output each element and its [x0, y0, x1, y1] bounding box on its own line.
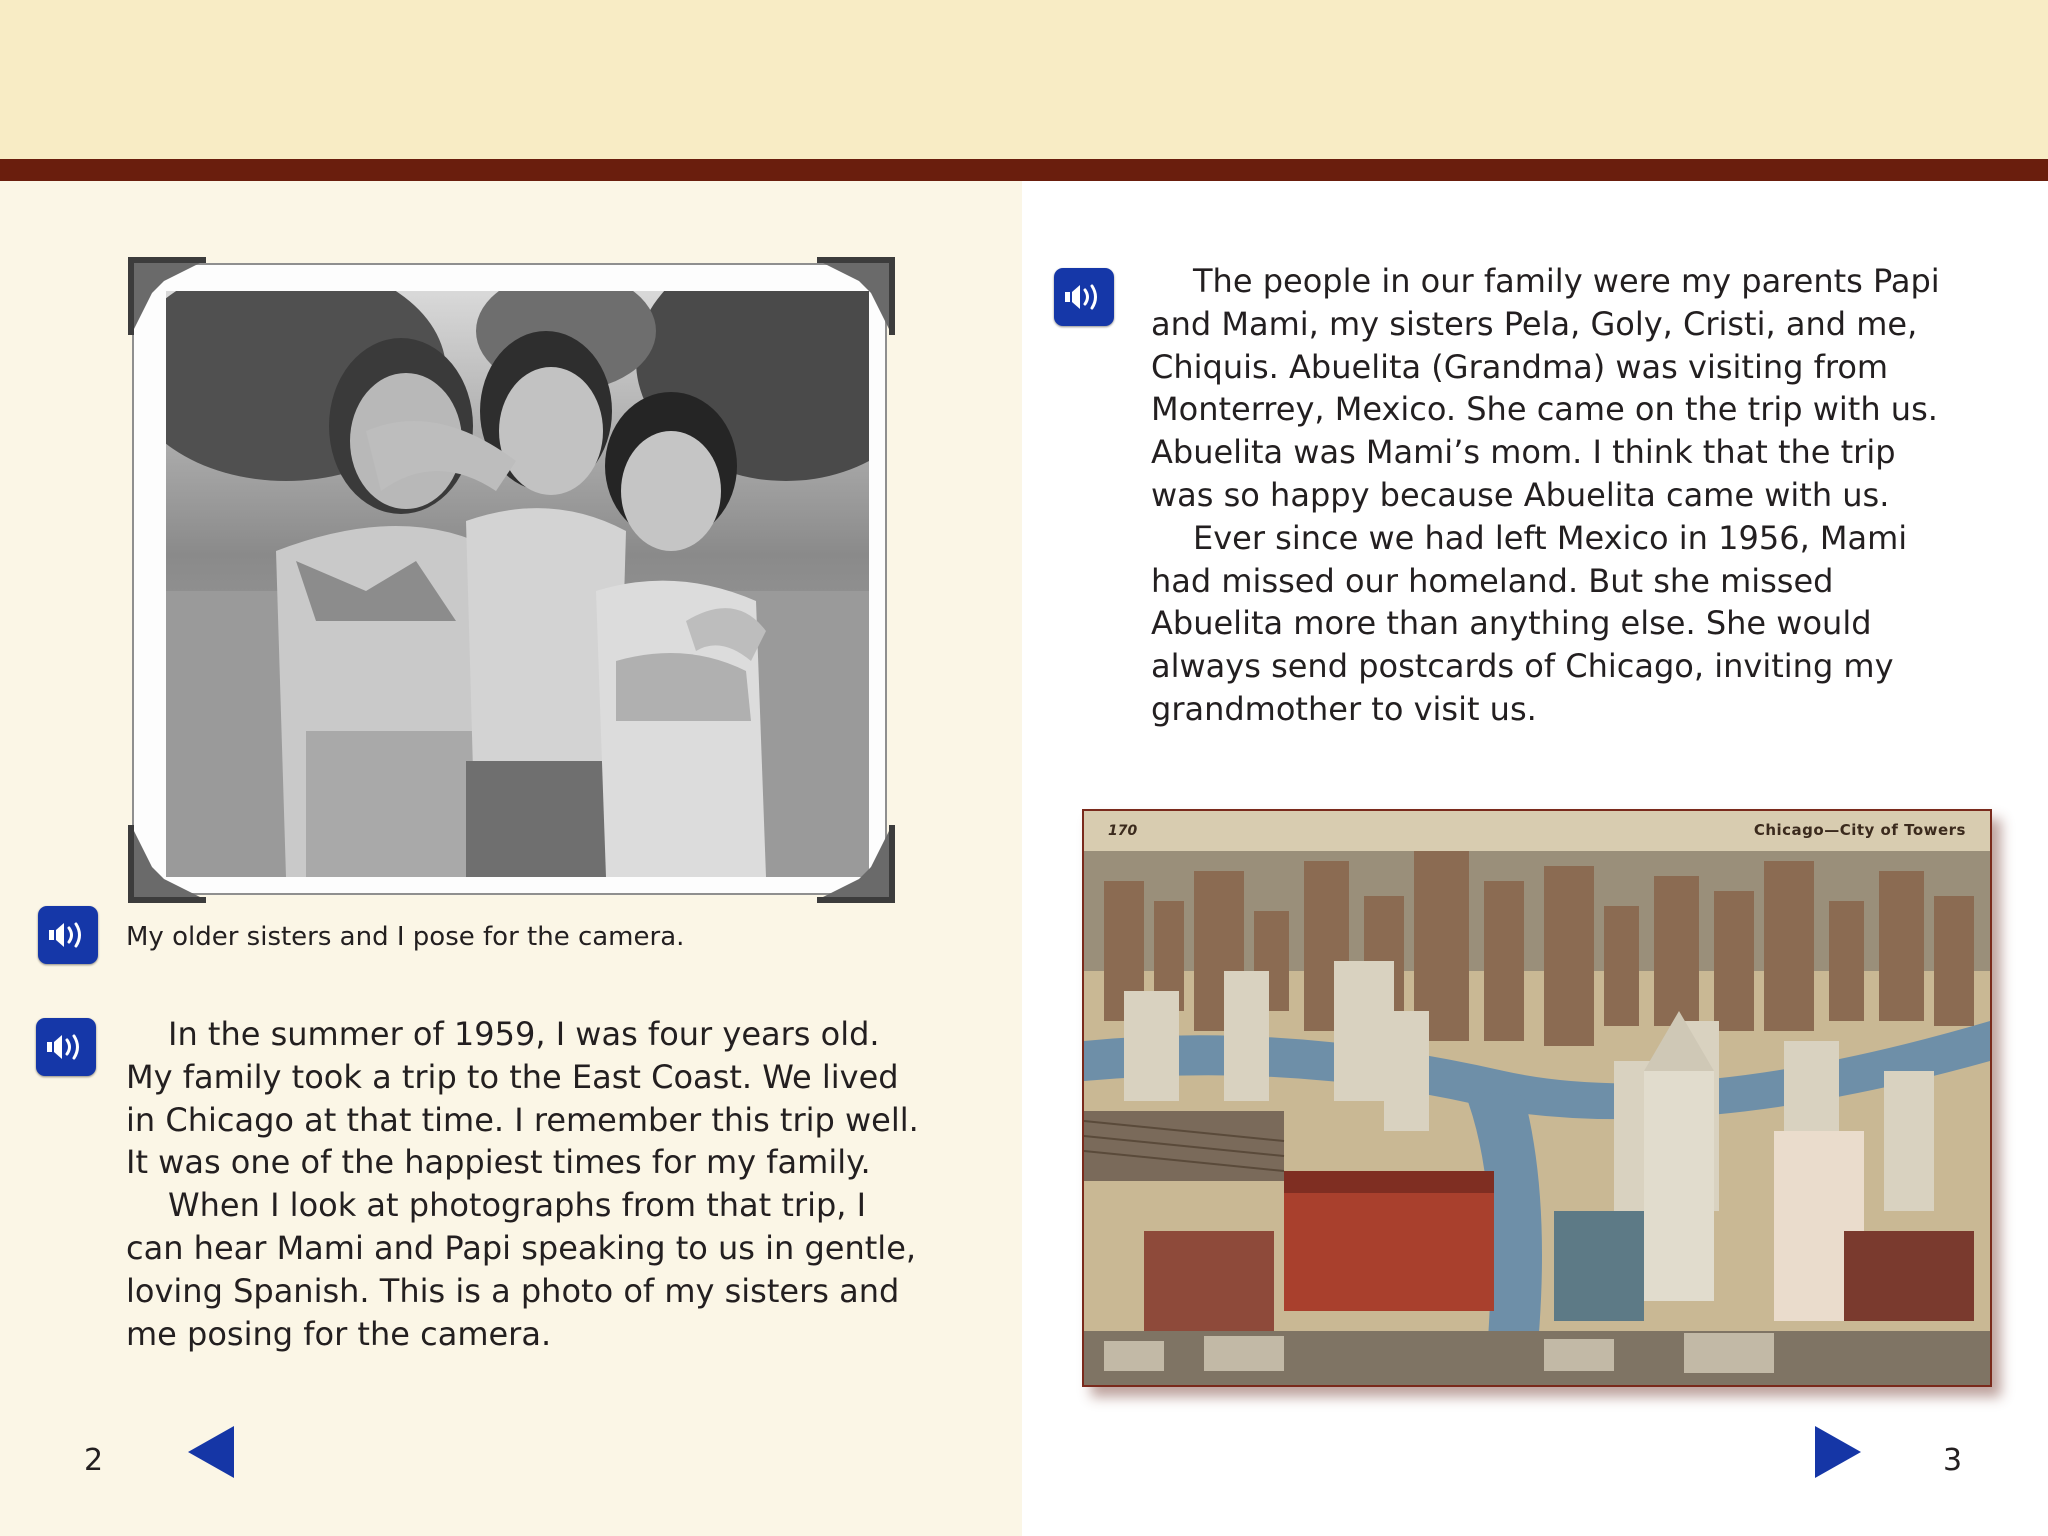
photo-corner-top-right	[817, 257, 895, 335]
paragraph: Ever since we had left Mexico in 1956, Mami had missed our homeland. But she missed Abuelita more than anything else. She would always send postcards of Chicago, inviting my grandmother to visit us.	[1151, 518, 1908, 728]
page-number-left: 2	[84, 1443, 104, 1478]
page-number-right: 3	[1943, 1443, 1963, 1478]
right-text-audio-button[interactable]	[1054, 268, 1114, 326]
header-band	[0, 0, 2048, 159]
triangle-right-icon	[1815, 1426, 1861, 1478]
speaker-icon	[45, 1031, 87, 1063]
triangle-left-icon	[188, 1426, 234, 1478]
left-body-text	[126, 1013, 919, 1355]
right-body-text	[1151, 260, 1940, 731]
photo-corner-bottom-left	[128, 825, 206, 903]
caption-audio-button[interactable]	[38, 906, 98, 964]
photo-paper	[132, 263, 887, 895]
photo-caption: My older sisters and I pose for the camera.	[126, 922, 685, 952]
postcard-cityscape	[1084, 811, 1990, 1385]
postcard-title: Chicago—City of Towers	[1753, 821, 1966, 839]
photo-corner-bottom-right	[817, 825, 895, 903]
postcard-number: 170	[1108, 823, 1138, 839]
previous-page-button[interactable]	[186, 1424, 236, 1480]
header-rule	[0, 159, 2048, 181]
sisters-photo-frame	[128, 257, 895, 903]
paragraph: When I look at photographs from that trip, I can hear Mami and Papi speaking to us in gentle, loving Spanish. This is a photo of my sisters and me posing for the camera.	[126, 1186, 917, 1353]
paragraph: In the summer of 1959, I was four years old. My family took a trip to the East Coast. We lived in Chicago at that time. I remember this trip well. It was one of the happiest times for my family.	[126, 1015, 919, 1182]
next-page-button[interactable]	[1813, 1424, 1863, 1480]
sisters-photo	[166, 291, 869, 877]
speaker-icon	[47, 919, 89, 951]
photo-corner-top-left	[128, 257, 206, 335]
left-text-audio-button[interactable]	[36, 1018, 96, 1076]
paragraph: The people in our family were my parents Papi and Mami, my sisters Pela, Goly, Cristi, and me, Chiquis. Abuelita (Grandma) was visiting from Monterrey, Mexico. She came on the trip with us. Abuelita was Mami’s mom. I think that the trip was so happy because Abuelita came with us.	[1151, 262, 1940, 514]
speaker-icon	[1063, 281, 1105, 313]
chicago-postcard	[1082, 809, 1992, 1387]
